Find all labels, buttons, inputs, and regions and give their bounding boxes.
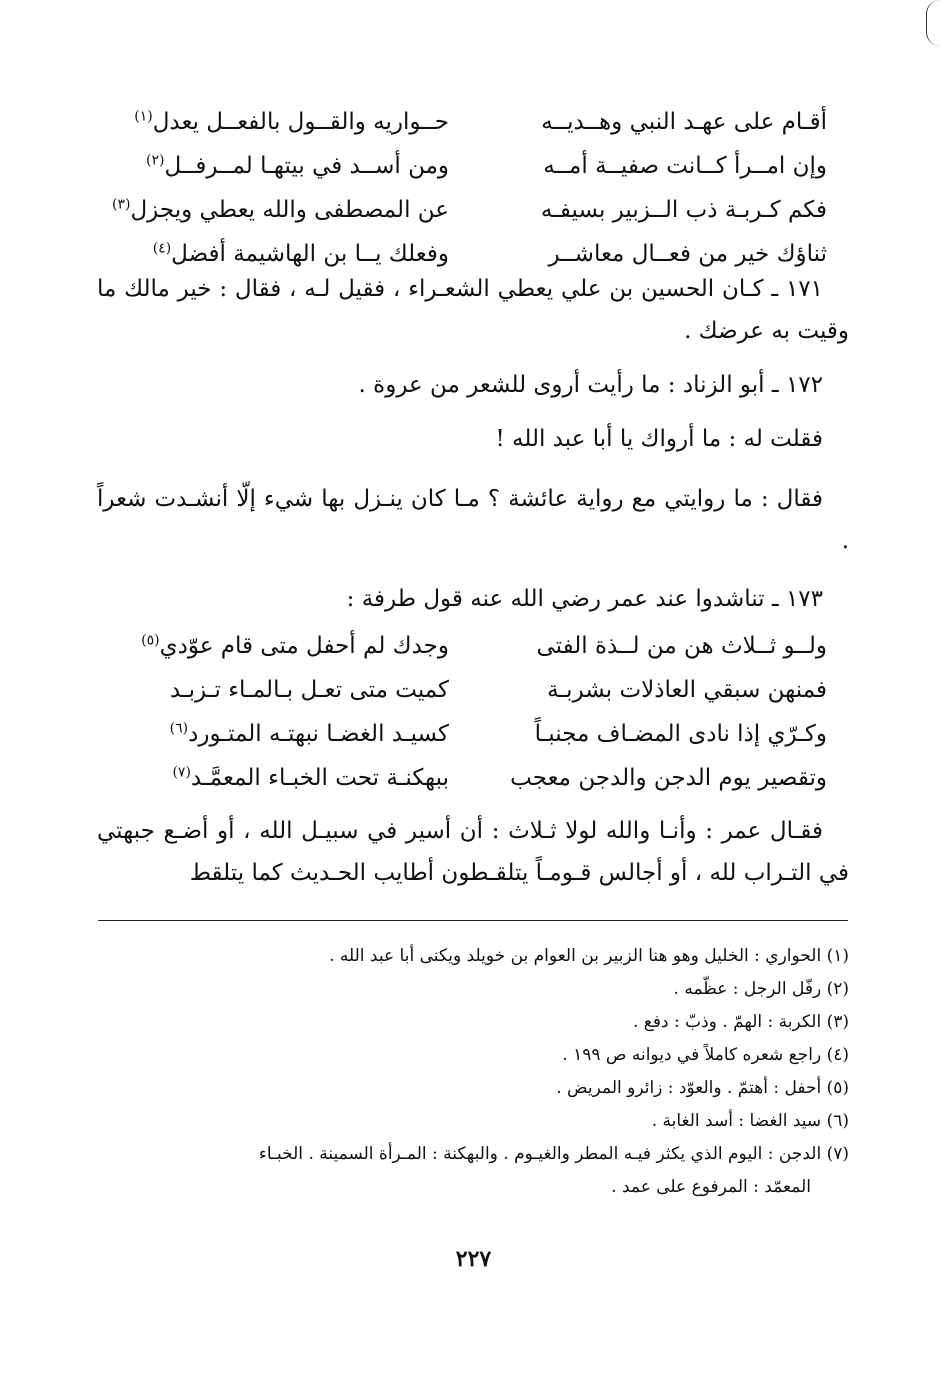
footnote-3: (٣) الكربة : الهمّ . وذبّ : دفع . [632,1012,849,1032]
hemistich-text: كسيـد الغضـا نبهتـه المتـورد [188,721,449,747]
paragraph-173-omar: فقـال عمر : وأنـا والله لولا ثـلاث : أن أسير في سبيـل الله ، أو أضـع جبهتي في التـراب لله ، أو أجالس قـومـاً يتلقـطون أطايب الحـديث كما يتلقط [97,818,849,886]
verse-second-hemistich [129,144,449,188]
page-corner-mark [926,0,941,46]
verse-second-hemistich [129,100,449,144]
verse-first-hemistich: أقـام على عهـد النبي وهــديــه [541,109,827,135]
footnote-ref: (٣) [112,196,131,213]
footnotes [97,940,849,1204]
footnote-ref: (٤) [152,240,172,257]
verse-second-hemistich [129,756,449,800]
verse-line [122,100,827,144]
footnote-7: (٧) الدجن : اليوم الذي يكثر فيـه المطر والغيـوم . والبهكنة : المـرأة السمينة . الخبـاء [258,1144,849,1164]
verse-line [122,144,827,188]
paragraph-172-question: فقلت له : ما أرواك يا أبا عبد الله ! [495,426,823,452]
footnote-ref: (٢) [145,152,165,169]
verse-second-hemistich [129,712,449,756]
verse-second-hemistich [129,668,449,712]
hemistich-text: عن المصطفى والله يعطي ويجزل [130,197,449,223]
paragraph-172-answer: فقال : ما روايتي مع رواية عائشة ؟ مـا كان ينـزل بها شيء إلّا أنشـدت شعراً . [97,486,849,554]
verse-first-hemistich: وإن امــرأ كــانت صفيــة أمــه [543,153,827,179]
footnote-ref: (٦) [169,720,189,737]
hemistich-text: كميت متى تعـل بـالمـاء تـزبـد [169,677,449,703]
verse-first-hemistich: فكم كـربـة ذب الــزبير بسيفـه [540,197,827,223]
footnote-ref: (١) [134,108,153,125]
hemistich-text: حــواريه والقــول بالفعــل يعدل [152,109,449,135]
verse-line [122,668,827,712]
verse-line [112,188,827,232]
footnote-1: (١) الحواري : الخليل وهو هنا الزبير بن العوام بن خويلد ويكنى أبا عبد الله . [329,946,849,966]
footnote-ref: (٧) [172,764,191,781]
hemistich-text: وفعلك يــا بن الهاشيمة أفضل [171,241,449,267]
page-number: ٢٢٧ [455,1246,492,1272]
poem-tarafa [122,624,827,800]
verse-first-hemistich: ولــو ثــلاث هن من لــذة الفتى [536,633,827,659]
footnote-2: (٢) رفّل الرجل : عظّمه . [673,979,849,999]
verse-line [122,756,827,800]
verse-first-hemistich: وكـرّي إذا نادى المضـاف مجنبـاً [534,721,827,747]
verse-first-hemistich: وتقصير يوم الدجن والدجن معجب [510,765,827,791]
verse-first-hemistich: فمنهن سبقي العاذلات بشربـة [547,677,827,703]
hemistich-text: ومن أســد في بيتهـا لمــرفــل [164,153,449,179]
footnote-divider [98,920,848,921]
paragraph-173: ١٧٣ ـ تناشدوا عند عمر رضي الله عنه قول طرفة : [346,586,823,612]
footnote-ref: (٥) [141,632,160,649]
verse-first-hemistich: ثناؤك خير من فعــال معاشــر [548,241,827,267]
verse-line [122,712,827,756]
verse-line [122,624,827,668]
paragraph-172: ١٧٢ ـ أبو الزناد : ما رأيت أروى للشعر من عروة . [358,372,823,398]
footnote-6: (٦) سيد الغضا : أسد الغابة . [651,1111,849,1131]
poem-hassan [112,100,827,276]
verse-second-hemistich [129,624,449,668]
hemistich-text: وجدك لم أحفل متى قام عوّدي [159,633,449,659]
hemistich-text: ببهكنـة تحت الخبـاء المعمَّـد [190,765,449,791]
footnote-7-continuation: المعمّد : المرفوع على عمد . [611,1177,811,1197]
footnote-5: (٥) أحفل : أهتمّ . والعوّد : زائرو المريض . [556,1078,849,1098]
verse-second-hemistich [112,188,449,232]
footnote-4: (٤) راجع شعره كاملاً في ديوانه ص ١٩٩ . [562,1045,849,1065]
paragraph-171: ١٧١ ـ كـان الحسين بن علي يعطي الشعـراء ، فقيل لـه ، فقال : خير مالك ما وقيت به عرضك . [97,276,849,344]
